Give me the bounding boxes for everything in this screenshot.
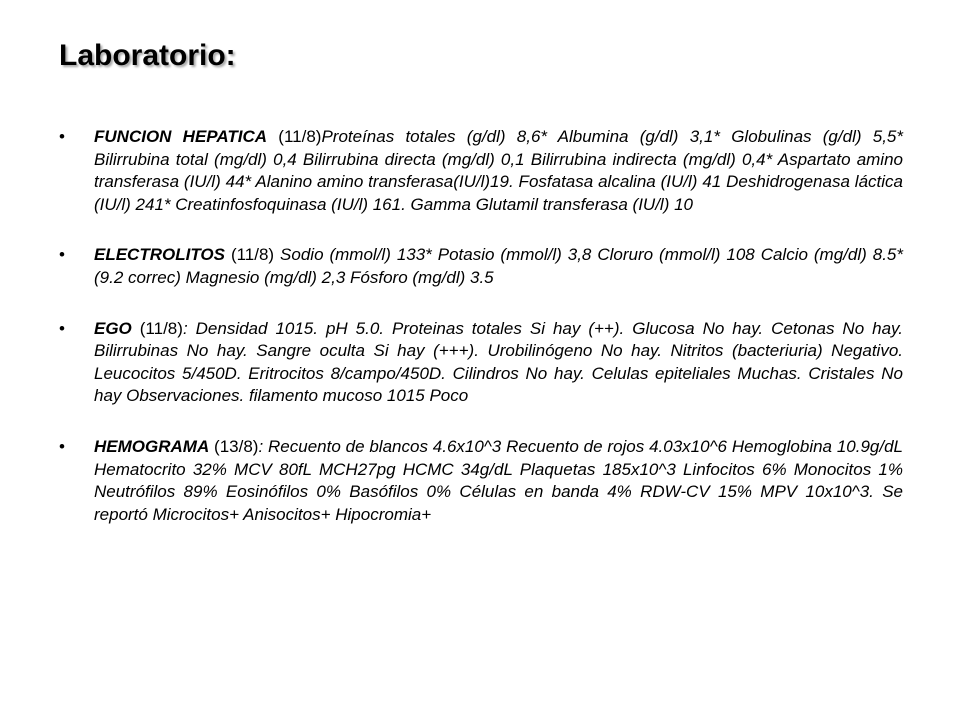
bullet-date: (11/8): [131, 318, 183, 338]
bullet-funcion-hepatica: [59, 126, 903, 216]
bullet-list: [59, 126, 903, 554]
bullet-heading: ELECTROLITOS: [94, 245, 225, 265]
bullet-heading: FUNCION HEPATICA: [94, 127, 268, 146]
bullet-text: : Recuento de blancos 4.6x10^3 Recuento de rojos 4.03x10^6 Hemoglobina 10.9g/dL Hematocrito 32% MCV 80fL MCH27pg HCMC 34g/dL Plaquetas 185x10^3 Linfocitos 6% Monocitos 1% Neutrófilos 89% Eosinófilos 0% Basófilos 0% Células en banda 4% RDW-CV 15% MPV 10x10^3. Se reportó Microcitos+ Anisocitos+ Hipocromia+: [94, 436, 904, 524]
bullet-date: (13/8): [209, 436, 259, 456]
bullet-dot-icon: •: [59, 318, 65, 338]
bullet-hemograma: [59, 436, 903, 526]
bullet-date: (11/8): [267, 127, 322, 146]
bullet-heading: EGO: [94, 318, 132, 338]
bullet-text: Sodio (mmol/l) 133* Potasio (mmol/l) 3,8 Cloruro (mmol/l) 108 Calcio (mg/dl) 8.5* (9.2 correc) Magnesio (mg/dl) 2,3 Fósforo (mg/dl) 3.5: [94, 245, 903, 287]
bullet-dot-icon: •: [59, 127, 65, 146]
bullet-heading: HEMOGRAMA: [94, 436, 210, 456]
bullet-dot-icon: •: [59, 436, 65, 456]
bullet-ego: [59, 318, 903, 408]
bullet-electrolitos: [59, 244, 903, 289]
bullet-dot-icon: •: [59, 245, 65, 265]
slide-title: Laboratorio:: [59, 39, 236, 72]
bullet-text: : Densidad 1015. pH 5.0. Proteinas totales Si hay (++). Glucosa No hay. Cetonas No hay. Bilirrubinas No hay. Sangre oculta Si hay (+++). Urobilinógeno No hay. Nitritos (bacteriuria) Negativo. Leucocitos 5/450D. Eritrocitos 8/campo/450D. Cilindros No hay. Celulas epiteliales Muchas. Cristales No hay Observaciones. filamento mucoso 1015 Poco: [94, 318, 904, 406]
bullet-text: Proteínas totales (g/dl) 8,6* Albumina (g/dl) 3,1* Globulinas (g/dl) 5,5* Bilirrubina total (mg/dl) 0,4 Bilirrubina directa (mg/dl) 0,1 Bilirrubina indirecta (mg/dl) 0,4* Aspartato amino transferasa (IU/l) 44* Alanino amino transferasa(IU/l)19. Fosfatasa alcalina (IU/l) 41 Deshidrogenasa láctica (IU/l) 241* Creatinfosfoquinasa (IU/l) 161. Gamma Glutamil transferasa (IU/l) 10: [94, 127, 903, 214]
bullet-date: (11/8): [224, 245, 275, 265]
